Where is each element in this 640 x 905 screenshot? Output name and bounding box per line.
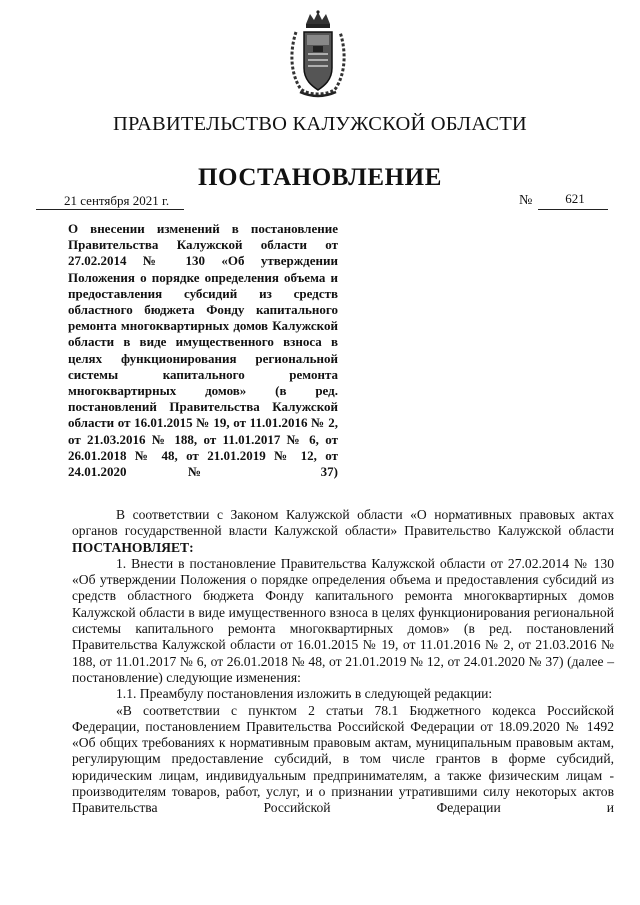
- quote-paragraph: «В соответствии с пунктом 2 статьи 78.1 Бюджетного кодекса Российской Федерации, постановлением Правительства Российской Федерации от 18.09.2020 № 1492 «Об общих требованиях к нормативным правовым актам, муниципальным правовым актам, регулирующим предоставление субсидий, в том числе грантов в форме субсидий, юридическим лицам, индивидуальным предпринимателям, а также физическим лицам - производителям товаров, работ, услуг, и о признании утратившими силу некоторых актов Правительства Российской Федерации и: [72, 702, 614, 816]
- date-underline: [36, 209, 184, 210]
- preamble-resolve: ПОСТАНОВЛЯЕТ:: [72, 539, 194, 555]
- document-body: [72, 507, 614, 817]
- number-underline: [538, 209, 608, 210]
- government-title: ПРАВИТЕЛЬСТВО КАЛУЖСКОЙ ОБЛАСТИ: [113, 113, 527, 135]
- preamble-paragraph: [72, 507, 614, 556]
- date-value: 21 сентября 2021 г.: [64, 193, 170, 208]
- coat-of-arms-icon: [286, 10, 350, 100]
- number-sign: №: [519, 193, 533, 208]
- document-number: 621: [565, 191, 585, 206]
- item-1-1-paragraph: 1.1. Преамбулу постановления изложить в следующей редакции:: [116, 686, 493, 702]
- document-subject: О внесении изменений в постановление Правительства Калужской области от 27.02.2014 № 130 «Об утверждении Положения о порядке определения объема и предоставления субсидий из средств областного бюджета Фонду капитального ремонта многоквартирных домов Калужской области в виде имущественного взноса в целях функционирования региональной системы капитального ремонта многоквартирных домов» (в ред. постановлений Правительства Калужской области от 16.01.2015 № 19, от 11.01.2016 № 2, от 21.03.2016 № 188, от 11.01.2017 № 6, от 26.01.2018 № 48, от 21.01.2019 № 12, от 24.01.2020 № 37): [68, 221, 338, 480]
- preamble-text: В соответствии с Законом Калужской области «О нормативных правовых актах органов государственной власти Калужской области» Правительство Калужской области: [72, 507, 614, 539]
- item-1-paragraph: 1. Внести в постановление Правительства Калужской области от 27.02.2014 № 130 «Об утверждении Положения о порядке определения объема и предоставления субсидий из средств областного бюджета Фонду капитального ремонта многоквартирных домов Калужской области в виде имущественного взноса в целях функционирования региональной системы капитального ремонта многоквартирных домов» (в ред. постановлений Правительства Калужской области от 16.01.2015 № 19, от 11.01.2016 № 2, от 21.03.2016 № 188, от 11.01.2017 № 6, от 26.01.2018 № 48, от 21.01.2019 № 12, от 24.01.2020 № 37) (далее – постановление) следующие изменения:: [72, 555, 614, 685]
- date-field: [36, 193, 186, 209]
- document-type-title: ПОСТАНОВЛЕНИЕ: [197, 164, 443, 191]
